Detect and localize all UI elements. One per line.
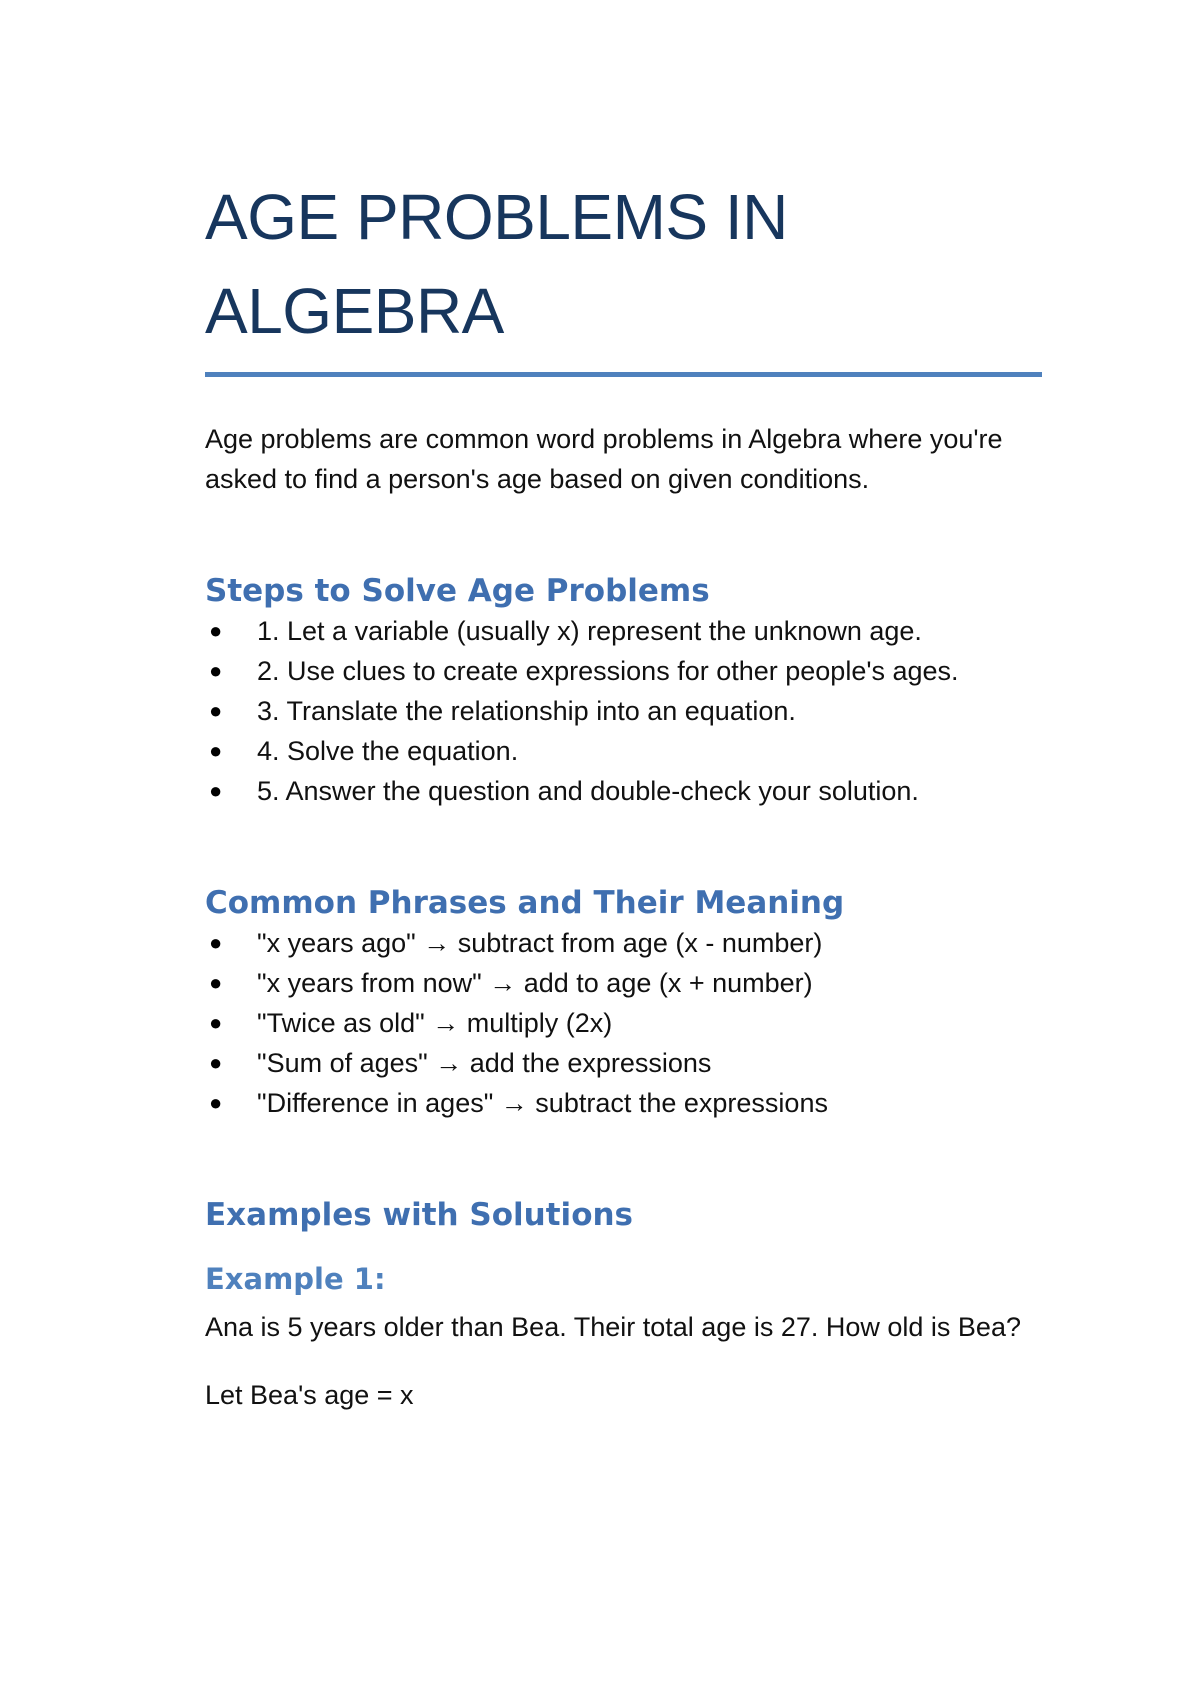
list-item: ● 4. Solve the equation.: [205, 731, 1045, 771]
list-item: ● 1. Let a variable (usually x) represent the unknown age.: [205, 611, 1045, 651]
list-item: ● "Twice as old" → multiply (2x): [205, 1003, 1045, 1043]
list-item: ● "Sum of ages" → add the expressions: [205, 1043, 1045, 1083]
document-title: [205, 170, 1045, 358]
phrases-heading: Common Phrases and Their Meaning: [205, 885, 845, 921]
examples-section: [205, 1195, 1045, 1415]
bullet-icon: ●: [209, 930, 223, 955]
phrases-list: [205, 923, 1045, 1123]
steps-section: [205, 571, 1045, 811]
example-1-let-line: Let Bea's age = x: [205, 1380, 414, 1410]
title-line-1: AGE PROBLEMS IN: [205, 181, 788, 253]
list-item: ● 5. Answer the question and double-check your solution.: [205, 771, 1045, 811]
bullet-icon: ●: [209, 658, 223, 683]
list-item: ● "x years ago" → subtract from age (x - number): [205, 923, 1045, 963]
title-underline-rule: [205, 372, 1042, 377]
bullet-icon: ●: [209, 970, 223, 995]
phrases-section: [205, 883, 1045, 1123]
steps-list: [205, 611, 1045, 811]
steps-heading: Steps to Solve Age Problems: [205, 573, 710, 609]
intro-paragraph: Age problems are common word problems in Algebra where you're asked to find a person's age based on given conditions.: [205, 424, 1003, 494]
examples-heading: Examples with Solutions: [205, 1197, 634, 1233]
title-line-2: ALGEBRA: [205, 275, 504, 347]
bullet-icon: ●: [209, 1010, 223, 1035]
example-1-heading: Example 1:: [205, 1262, 386, 1296]
bullet-icon: ●: [209, 618, 223, 643]
example-1-question: Ana is 5 years older than Bea. Their total age is 27. How old is Bea?: [205, 1312, 1021, 1342]
bullet-icon: ●: [209, 698, 223, 723]
bullet-icon: ●: [209, 1050, 223, 1075]
document-content: [205, 170, 1045, 1415]
list-item: ● "Difference in ages" → subtract the expressions: [205, 1083, 1045, 1123]
bullet-icon: ●: [209, 738, 223, 763]
list-item: ● "x years from now" → add to age (x + number): [205, 963, 1045, 1003]
list-item: ● 2. Use clues to create expressions for other people's ages.: [205, 651, 1045, 691]
bullet-icon: ●: [209, 778, 223, 803]
bullet-icon: ●: [209, 1090, 223, 1115]
list-item: ● 3. Translate the relationship into an equation.: [205, 691, 1045, 731]
